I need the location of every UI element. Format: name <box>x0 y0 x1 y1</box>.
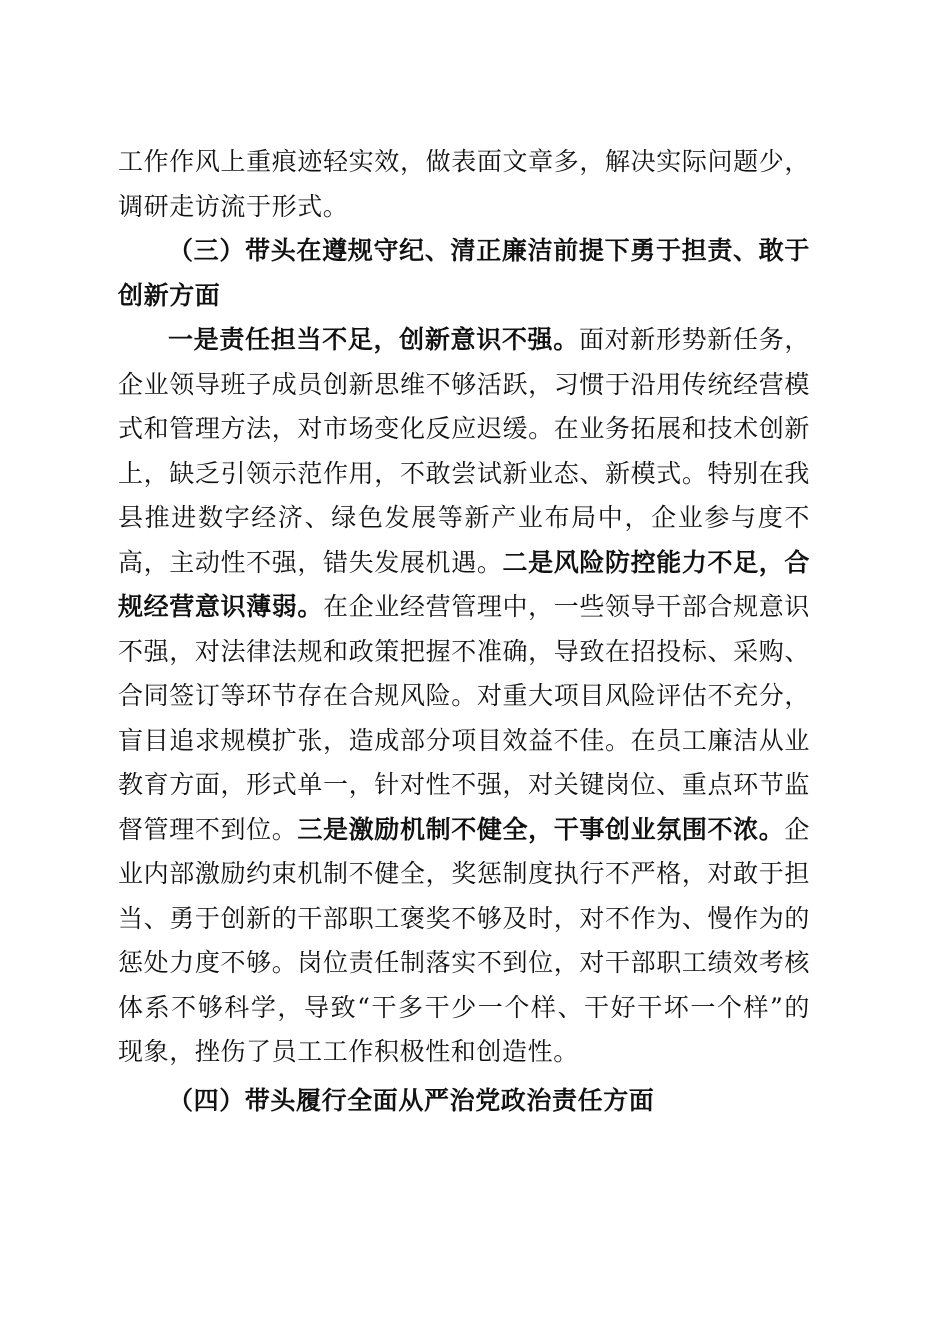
point-3-title: 三是激励机制不健全，干事创业氛围不浓。 <box>297 814 785 844</box>
section-3-body <box>118 318 810 1075</box>
point-1-title: 一是责任担当不足，创新意识不强。 <box>168 325 579 354</box>
point-2-title: 二是风险防控能力不足，合规经营意识薄弱。 <box>118 547 810 621</box>
document-body <box>118 140 810 1123</box>
point-1-body: 面对新形势新任务，企业领导班子成员创新思维不够活跃，习惯于沿用传统经营模式和管理方法，对市场变化反应迟缓。在业务拓展和技术创新上，缺乏引领示范作用，不敢尝试新业态、新模式。特别在我县推进数字经济、绿色发展等新产业布局中，企业参与度不高，主动性不强，错失发展机遇。 <box>118 325 810 577</box>
section-heading-4: （四）带头履行全面从严治党政治责任方面 <box>168 1085 655 1115</box>
point-2-body: 在企业经营管理中，一些领导干部合规意识不强，对法律法规和政策把握不准确，导致在招投标、采购、合同签订等环节存在合规风险。对重大项目风险评估不充分，盲目追求规模扩张，造成部分项目效益不佳。在员工廉洁从业教育方面，形式单一，针对性不强，对关键岗位、重点环节监督管理不到位。 <box>118 592 810 844</box>
point-3-body: 企业内部激励约束机制不健全，奖惩制度执行不严格，对敢于担当、勇于创新的干部职工褒奖不够及时，对不作为、慢作为的惩处力度不够。岗位责任制落实不到位，对干部职工绩效考核体系不够科学，导致“干多干少一个样、干好干坏一个样”的现象，挫伤了员工工作积极性和创造性。 <box>118 814 811 1066</box>
intro-paragraph: 工作作风上重痕迹轻实效，做表面文章多，解决实际问题少，调研走访流于形式。 <box>118 147 810 221</box>
section-heading-3: （三）带头在遵规守纪、清正廉洁前提下勇于担责、敢于创新方面 <box>118 236 810 310</box>
